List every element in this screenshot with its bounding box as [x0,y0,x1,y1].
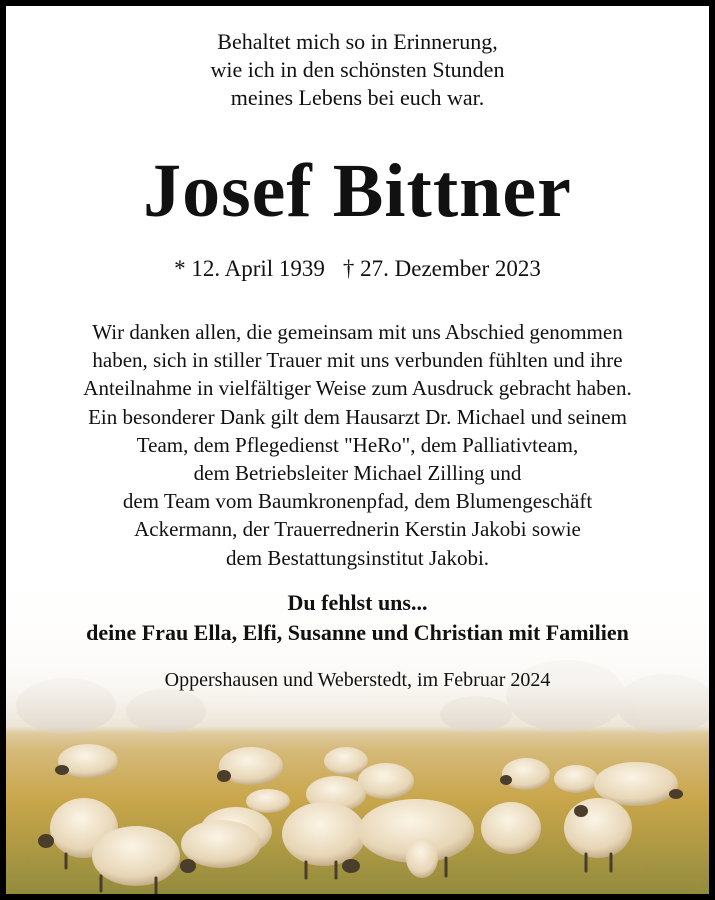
death-date: † 27. Dezember 2023 [342,256,541,281]
quote-line: Behaltet mich so in Erinnerung, [217,29,498,54]
memorial-quote [6,28,709,112]
family-names: deine Frau Ella, Elfi, Susanne und Christian mit Familien [86,620,629,645]
thanks-line: dem Betriebsleiter Michael Zilling und [193,461,522,486]
closing-signature [6,588,709,648]
quote-line: wie ich in den schönsten Stunden [210,57,505,82]
thanks-line: Ein besonderer Dank gilt dem Hausarzt Dr. Michael und seinem [88,404,627,429]
thanks-line: haben, sich in stiller Trauer mit uns verbunden fühlten und ihre [92,348,623,373]
quote-line: meines Lebens bei euch war. [230,85,485,110]
thanks-paragraph [6,318,709,572]
birth-date: * 12. April 1939 [174,256,325,281]
thanks-line: Wir danken allen, die gemeinsam mit uns Abschied genommen [92,320,623,344]
thanks-line: Anteilnahme in vielfältiger Weise zum Ausdruck gebracht haben. [83,376,632,401]
thanks-line: dem Team vom Baumkronenpfad, dem Blumengeschäft [122,489,593,514]
deceased-name: Josef Bittner [143,149,572,233]
place-and-date: Oppershausen und Weberstedt, im Februar 2024 [164,669,551,691]
thanks-line: dem Bestattungsinstitut Jakobi. [225,545,490,570]
closing-line: Du fehlst uns... [287,590,428,615]
thanks-line: Ackermann, der Trauerrednerin Kerstin Jakobi sowie [134,517,581,542]
thanks-line: Team, dem Pflegedienst "HeRo", dem Palliativteam, [136,432,579,457]
life-dates [6,254,709,284]
